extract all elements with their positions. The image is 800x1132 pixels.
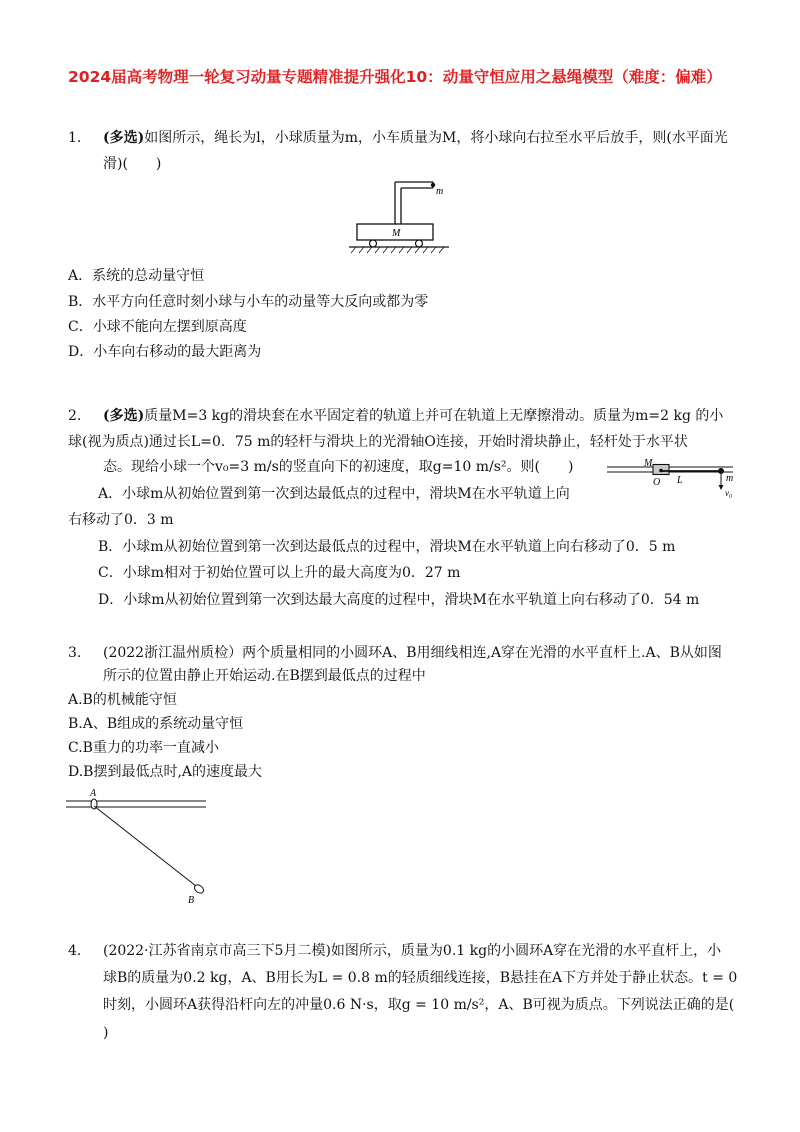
q2-label-L: L <box>677 475 683 486</box>
q4-number: 4. <box>68 943 82 959</box>
q3-option-d: D.B摆到最低点时,A的速度最大 <box>68 764 263 780</box>
q1-option-b: B．水平方向任意时刻小球与小车的动量等大反向或都为零 <box>68 294 429 310</box>
q3-option-b: B.A、B组成的系统动量守恒 <box>68 716 244 732</box>
q2-option-b: B．小球m从初始位置到第一次到达最低点的过程中，滑块M在水平轨道上向右移动了0．5 m <box>98 539 676 555</box>
q1-figure-cart-pendulum <box>345 178 455 258</box>
q3-figure-rings-on-rod <box>66 786 211 906</box>
q1-option-d: D．小车向右移动的最大距离为 <box>68 344 262 360</box>
q2-option-a-line1: A．小球m从初始位置到第一次到达最低点的过程中，滑块M在水平轨道上向 <box>98 486 570 502</box>
q2-label-O: O <box>653 477 661 488</box>
q1-option-a: A．系统的总动量守恒 <box>68 268 205 284</box>
q2-number: 2. <box>68 408 82 424</box>
q3-number: 3. <box>68 645 82 661</box>
q2-ball <box>718 468 724 474</box>
q4-stem-line4: ) <box>103 1025 109 1041</box>
q4-stem-line3: 时刻，小圆环A获得沿杆向左的冲量0.6 N·s，取g = 10 m/s²，A、B可视为质点。下列说法正确的是( <box>103 997 735 1013</box>
q3-label-A: A <box>90 788 97 799</box>
q1-tag: (多选) <box>103 130 145 146</box>
q1-ball <box>431 183 435 187</box>
q2-option-d: D．小球m从初始位置到第一次到达最大高度的过程中，滑块M在水平轨道上向右移动了0．54 m <box>98 592 700 608</box>
q3-stem-line2: 所示的位置由静止开始运动.在B摆到最低点的过程中 <box>103 668 426 684</box>
page-title: 2024届高考物理一轮复习动量专题精准提升强化10：动量守恒应用之悬绳模型（难度：偏难） <box>68 68 722 86</box>
q2-stem-text: 质量M=3 kg的滑块套在水平固定着的轨道上并可在轨道上无摩擦滑动。质量为m=2 kg 的小 <box>144 408 724 424</box>
q1-option-c: C．小球不能向左摆到原高度 <box>68 319 247 335</box>
q2-label-m: m <box>726 473 734 484</box>
q2-option-c: C．小球m相对于初始位置可以上升的最大高度为0．27 m <box>98 565 461 581</box>
q4-stem-line1: (2022·江苏省南京市高三下5月二模)如图所示，质量为0.1 kg的小圆环A穿在光滑的水平直杆上，小 <box>103 943 722 959</box>
q2-stem-line1 <box>103 406 723 426</box>
q1-number: 1. <box>68 130 82 146</box>
q3-option-a: A.B的机械能守恒 <box>68 692 177 708</box>
q3-option-c: C.B重力的功率一直减小 <box>68 740 219 756</box>
q3-thread <box>94 806 196 886</box>
q4-stem-line2: 球B的质量为0.2 kg，A、B用长为L = 0.8 m的轻质细线连接，B悬挂在A下方并处于静止状态。t = 0 <box>103 970 738 986</box>
q1-label-m: m <box>436 186 444 197</box>
q1-stem-line1 <box>103 128 728 148</box>
q2-label-M: M <box>644 458 653 469</box>
q2-stem-line3: 态。现给小球一个v₀=3 m/s的竖直向下的初速度，取g=10 m/s²。则( ) <box>103 459 574 475</box>
q2-figure-slider-rod <box>605 455 740 500</box>
q2-option-a-line2: 右移动了0．3 m <box>68 512 174 528</box>
q1-label-M: M <box>392 228 401 239</box>
q3-label-B: B <box>188 895 195 906</box>
q3-stem-line1: (2022浙江温州质检）两个质量相同的小圆环A、B用细线相连,A穿在光滑的水平直杆上.A、B从如图 <box>103 645 722 661</box>
q2-label-v0: v₀ <box>725 488 733 498</box>
q2-stem-line2: 球(视为质点)通过长L=0．75 m的轻杆与滑块上的光滑轴O连接，开始时滑块静止，轻杆处于水平状 <box>68 434 688 450</box>
q1-stem-text: 如图所示，绳长为l，小球质量为m，小车质量为M，将小球向右拉至水平后放手，则(水平面光 <box>144 130 728 146</box>
q2-tag: (多选) <box>103 408 145 424</box>
q2-velocity-arrow <box>719 485 724 490</box>
q1-stem-line2: 滑)( ) <box>103 156 162 172</box>
